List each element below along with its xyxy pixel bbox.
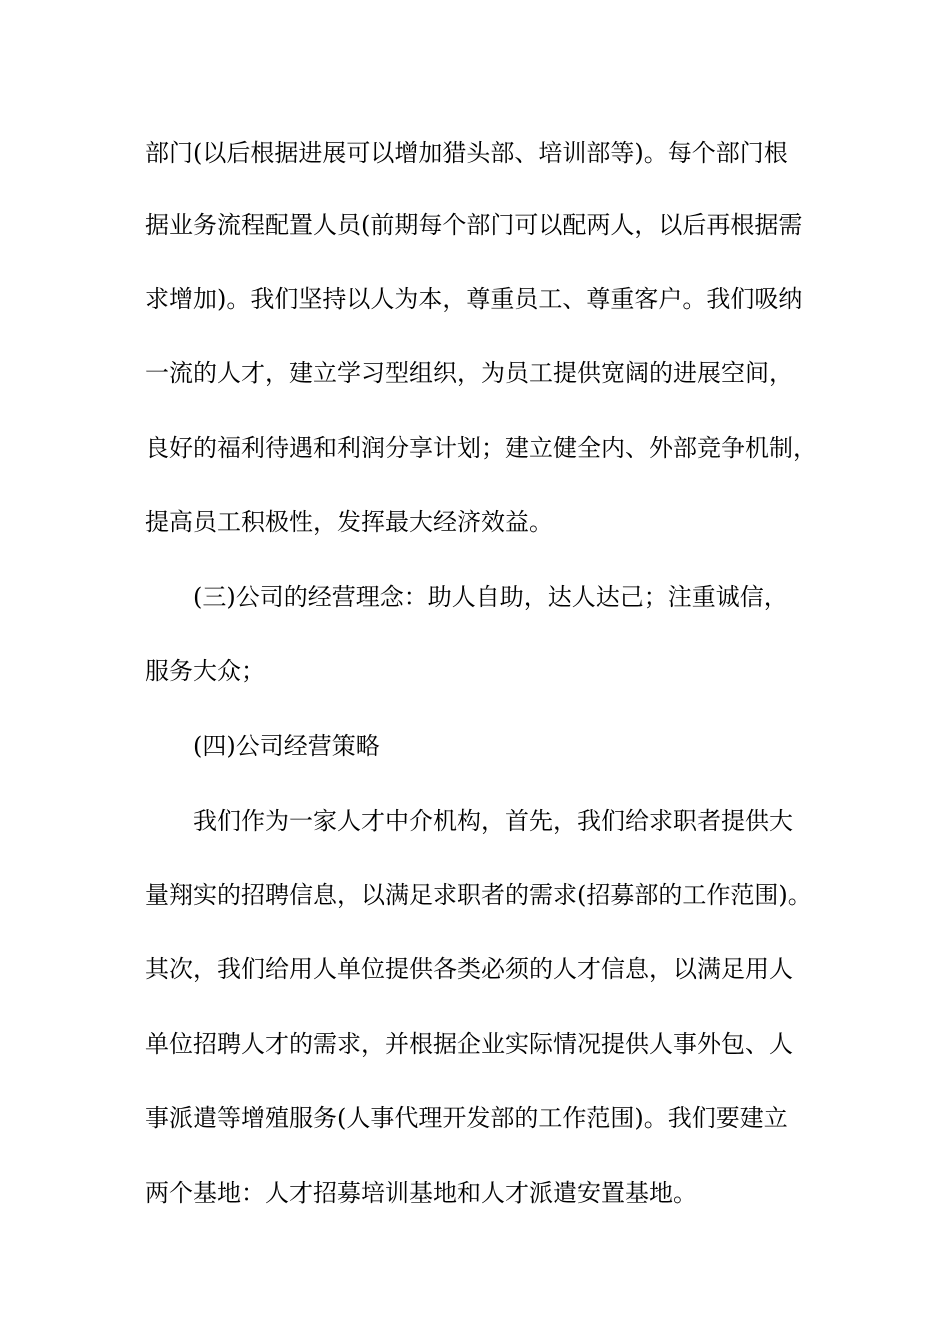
text-line: 量翔实的招聘信息，以满足求职者的需求(招募部的工作范围)。	[145, 881, 812, 909]
text-line: 事派遣等增殖服务(人事代理开发部的工作范围)。我们要建立	[145, 1104, 788, 1132]
text-line: 提高员工积极性，发挥最大经济效益。	[145, 508, 553, 536]
section-heading-4: (四)公司经营策略	[193, 732, 380, 760]
text-line: 一流的人才，建立学习型组织，为员工提供宽阔的进展空间，	[145, 359, 793, 387]
text-line: 单位招聘人才的需求，并根据企业实际情况提供人事外包、人	[145, 1030, 793, 1058]
paragraph-start: 我们作为一家人才中介机构，首先，我们给求职者提供大	[193, 807, 793, 835]
text-line: 部门(以后根据进展可以增加猎头部、培训部等)。每个部门根	[145, 139, 788, 167]
text-line: 良好的福利待遇和利润分享计划；建立健全内、外部竞争机制，	[145, 434, 817, 462]
text-line: 据业务流程配置人员(前期每个部门可以配两人，以后再根据需	[145, 211, 803, 239]
text-line: 求增加)。我们坚持以人为本，尊重员工、尊重客户。我们吸纳	[145, 285, 803, 313]
text-line: 服务大众；	[145, 657, 265, 685]
section-heading-3: (三)公司的经营理念：助人自助，达人达己；注重诚信，	[193, 583, 788, 611]
text-line: 其次，我们给用人单位提供各类必须的人才信息，以满足用人	[145, 955, 793, 983]
text-line: 两个基地：人才招募培训基地和人才派遣安置基地。	[145, 1179, 697, 1207]
